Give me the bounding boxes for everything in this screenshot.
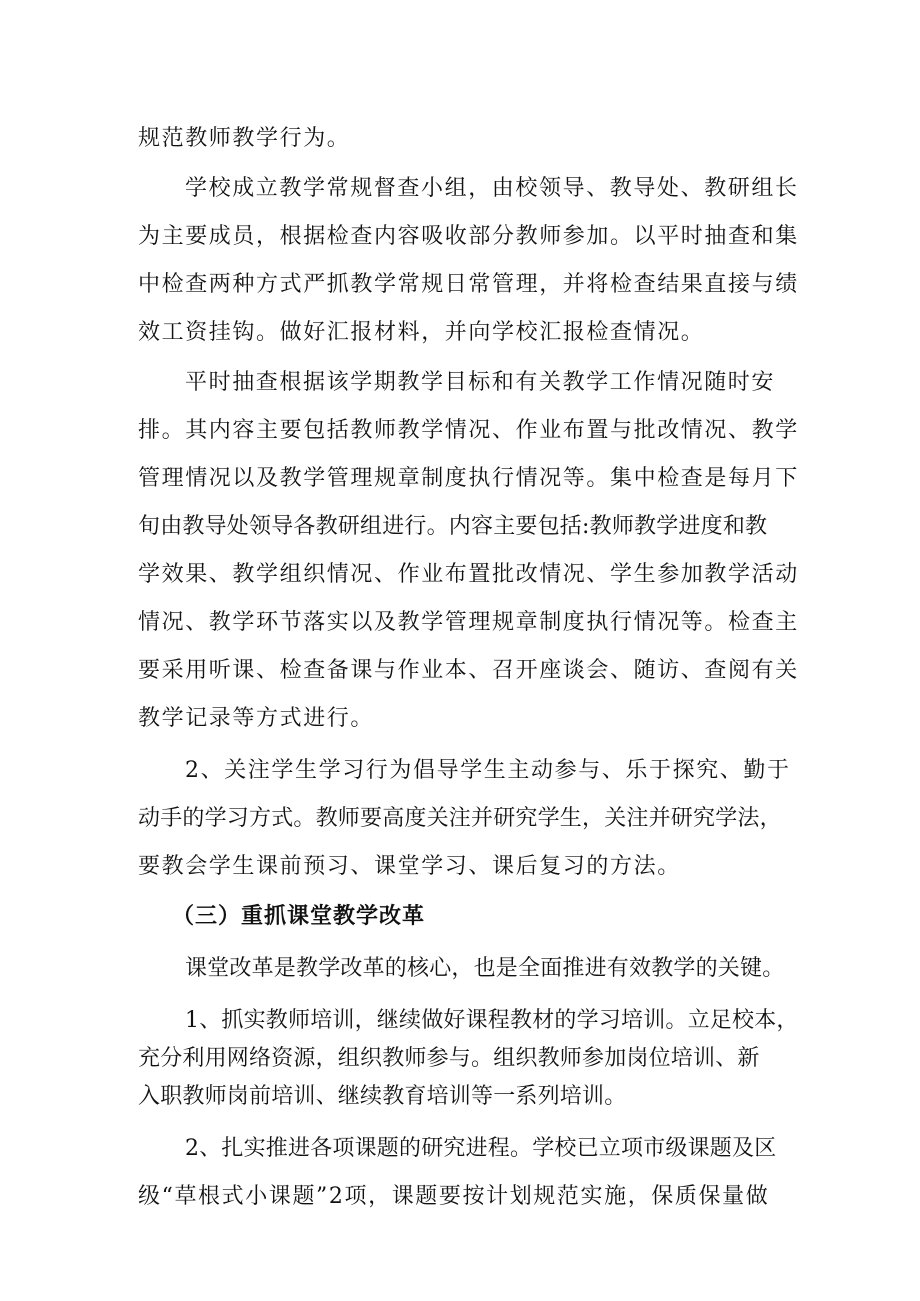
text-line: 平时抽查根据该学期教学目标和有关教学工作情况随时安 — [185, 370, 776, 395]
text-line: 要教会学生课前预习、课堂学习、课后复习的方法。 — [138, 854, 681, 879]
text-line: 课堂改革是教学改革的核心，也是全面推进有效教学的关键。 — [185, 956, 785, 981]
text-line: 排。其内容主要包括教师教学情况、作业布置与批改情况、教学 — [138, 418, 799, 443]
text-line: 旬由教导处领导各教研组进行。内容主要包括:教师教学进度和教 — [138, 514, 768, 539]
text-line: 情况、教学环节落实以及教学管理规章制度执行情况等。检查主 — [138, 610, 799, 635]
text-line: 规范教师教学行为。 — [138, 126, 351, 151]
section-heading: （三）重抓课堂教学改革 — [172, 904, 426, 929]
text-line: 2、扎实推进各项课题的研究进程。学校已立项市级课题及区 — [185, 1136, 777, 1161]
text-line: 中检查两种方式严抓教学常规日常管理，并将检查结果直接与绩 — [138, 272, 799, 297]
text-line: 入职教师岗前培训、继续教育培训等一系列培训。 — [138, 1084, 627, 1109]
text-line: 2、关注学生学习行为倡导学生主动参与、乐于探究、勤于 — [185, 758, 791, 783]
text-line: 效工资挂钩。做好汇报材料，并向学校汇报检查情况。 — [138, 320, 705, 345]
text-line: 为主要成员，根据检查内容吸收部分教师参加。以平时抽查和集 — [138, 224, 799, 249]
text-line: 管理情况以及教学管理规章制度执行情况等。集中检查是每月下 — [138, 466, 799, 491]
text-line: 级“草根式小课题”2项，课题要按计划规范实施，保质保量做 — [138, 1184, 770, 1209]
text-line: 动手的学习方式。教师要高度关注并研究学生，关注并研究学法， — [138, 806, 782, 831]
text-line: 1、抓实教师培训，继续做好课程教材的学习培训。立足校本， — [185, 1008, 799, 1033]
text-line: 学校成立教学常规督查小组，由校领导、教导处、教研组长 — [185, 176, 799, 201]
text-line: 要采用听课、检查备课与作业本、召开座谈会、随访、查阅有关 — [138, 658, 799, 683]
text-line: 教学记录等方式进行。 — [138, 706, 375, 731]
text-line: 学效果、教学组织情况、作业布置批改情况、学生参加教学活动 — [138, 562, 799, 587]
text-line: 充分利用网络资源，组织教师参与。组织教师参加岗位培训、新 — [138, 1046, 760, 1071]
